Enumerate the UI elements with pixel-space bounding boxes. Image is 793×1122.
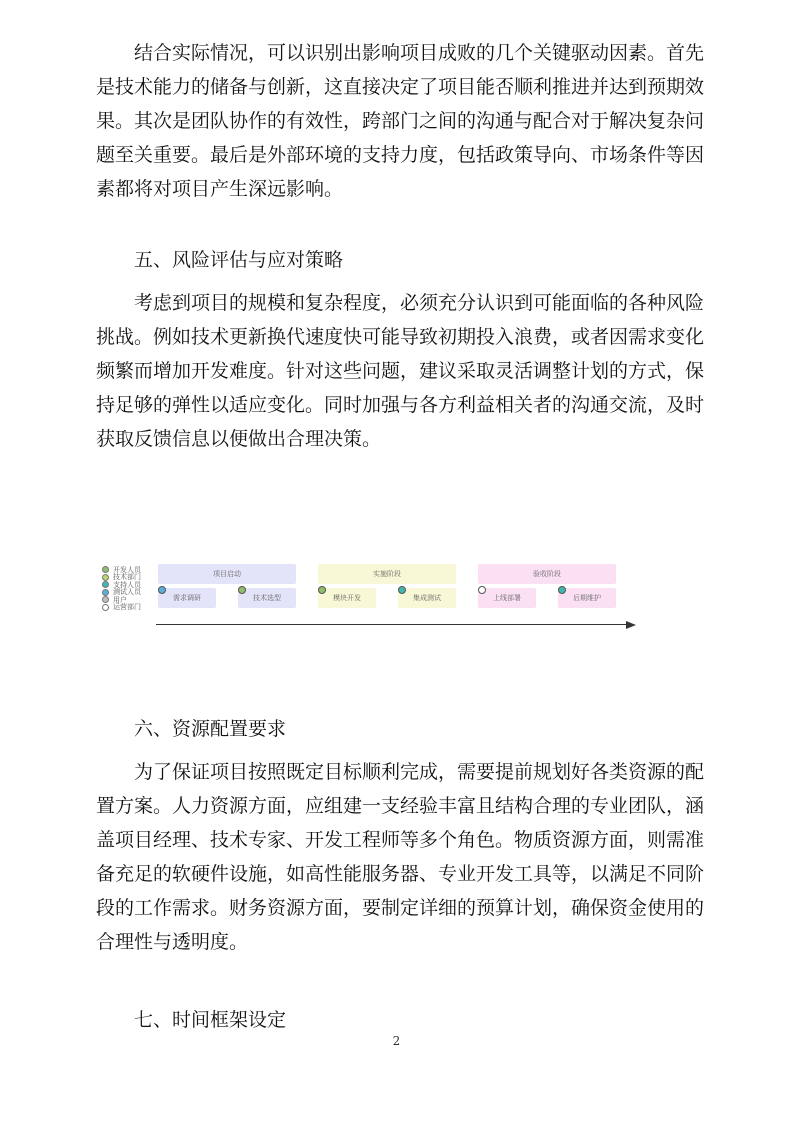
section-heading-5: 五、风险评估与应对策略 (134, 249, 344, 271)
paragraph-resources (96, 755, 705, 959)
section-heading-7: 七、时间框架设定 (134, 1009, 287, 1031)
task-bar: 模块开发 (318, 588, 376, 608)
milestone-marker-icon (558, 586, 566, 594)
text-line: 备充足的软硬件设施，如高性能服务器、专业开发工具等，以满足不同阶 (96, 863, 705, 885)
text-line: 盖项目经理、技术专家、开发工程师等多个角色。物质资源方面，则需准 (96, 829, 705, 851)
legend-label: 用户 (113, 595, 127, 604)
task-bar: 集成测试 (398, 588, 456, 608)
text-line: 段的工作需求。财务资源方面，要制定详细的预算计划，确保资金使用的 (96, 897, 705, 919)
phase-band: 验收阶段 (478, 564, 616, 584)
legend-marker-icon (102, 596, 109, 603)
legend-marker-icon (102, 574, 109, 581)
milestone-marker-icon (158, 586, 166, 594)
legend-label: 开发人员 (113, 565, 141, 574)
timeline-figure (96, 560, 656, 640)
page-number: 2 (392, 1034, 401, 1048)
text-line: 挑战。例如技术更新换代速度快可能导致初期投入浪费，或者因需求变化 (96, 326, 705, 348)
task-bar: 上线部署 (478, 588, 536, 608)
milestone-marker-icon (238, 586, 246, 594)
legend-entry (102, 604, 141, 612)
arrow-right-icon (626, 621, 636, 629)
legend-marker-icon (102, 589, 109, 596)
legend-marker-icon (102, 604, 109, 611)
phase-band: 实施阶段 (318, 564, 456, 584)
legend-label: 技术部门 (113, 573, 141, 582)
timeline-legend (102, 566, 141, 611)
text-line: 是技术能力的储备与创新，这直接决定了项目能否顺利推进并达到预期效 (96, 76, 705, 98)
legend-label: 测试人员 (113, 588, 141, 597)
text-line: 素都将对项目产生深远影响。 (96, 178, 344, 200)
text-line: 合理性与透明度。 (96, 931, 249, 953)
paragraph-drivers (96, 36, 705, 206)
milestone-marker-icon (318, 586, 326, 594)
legend-label: 运营部门 (113, 603, 141, 612)
text-line: 考虑到项目的规模和复杂程度，必须充分认识到可能面临的各种风险 (134, 292, 705, 314)
task-bar: 技术选型 (238, 588, 296, 608)
text-line: 结合实际情况，可以识别出影响项目成败的几个关键驱动因素。首先 (134, 42, 705, 64)
text-line: 置方案。人力资源方面，应组建一支经验丰富且结构合理的专业团队，涵 (96, 795, 705, 817)
text-line: 果。其次是团队协作的有效性，跨部门之间的沟通与配合对于解决复杂问 (96, 110, 705, 132)
text-line: 获取反馈信息以便做出合理决策。 (96, 428, 382, 450)
phase-band: 项目启动 (158, 564, 296, 584)
section-heading-6: 六、资源配置要求 (134, 718, 287, 740)
text-line: 频繁而增加开发难度。针对这些问题，建议采取灵活调整计划的方式，保 (96, 360, 705, 382)
paragraph-risks (96, 286, 705, 456)
milestone-marker-icon (478, 586, 486, 594)
legend-marker-icon (102, 581, 109, 588)
task-bar: 需求调研 (158, 588, 216, 608)
text-line: 题至关重要。最后是外部环境的支持力度，包括政策导向、市场条件等因 (96, 144, 705, 166)
timeline-axis (156, 624, 628, 625)
milestone-marker-icon (398, 586, 406, 594)
legend-label: 支持人员 (113, 580, 141, 589)
text-line: 持足够的弹性以适应变化。同时加强与各方利益相关者的沟通交流，及时 (96, 394, 705, 416)
text-line: 为了保证项目按照既定目标顺利完成，需要提前规划好各类资源的配 (134, 761, 705, 783)
task-bar: 后期维护 (558, 588, 616, 608)
legend-marker-icon (102, 566, 109, 573)
